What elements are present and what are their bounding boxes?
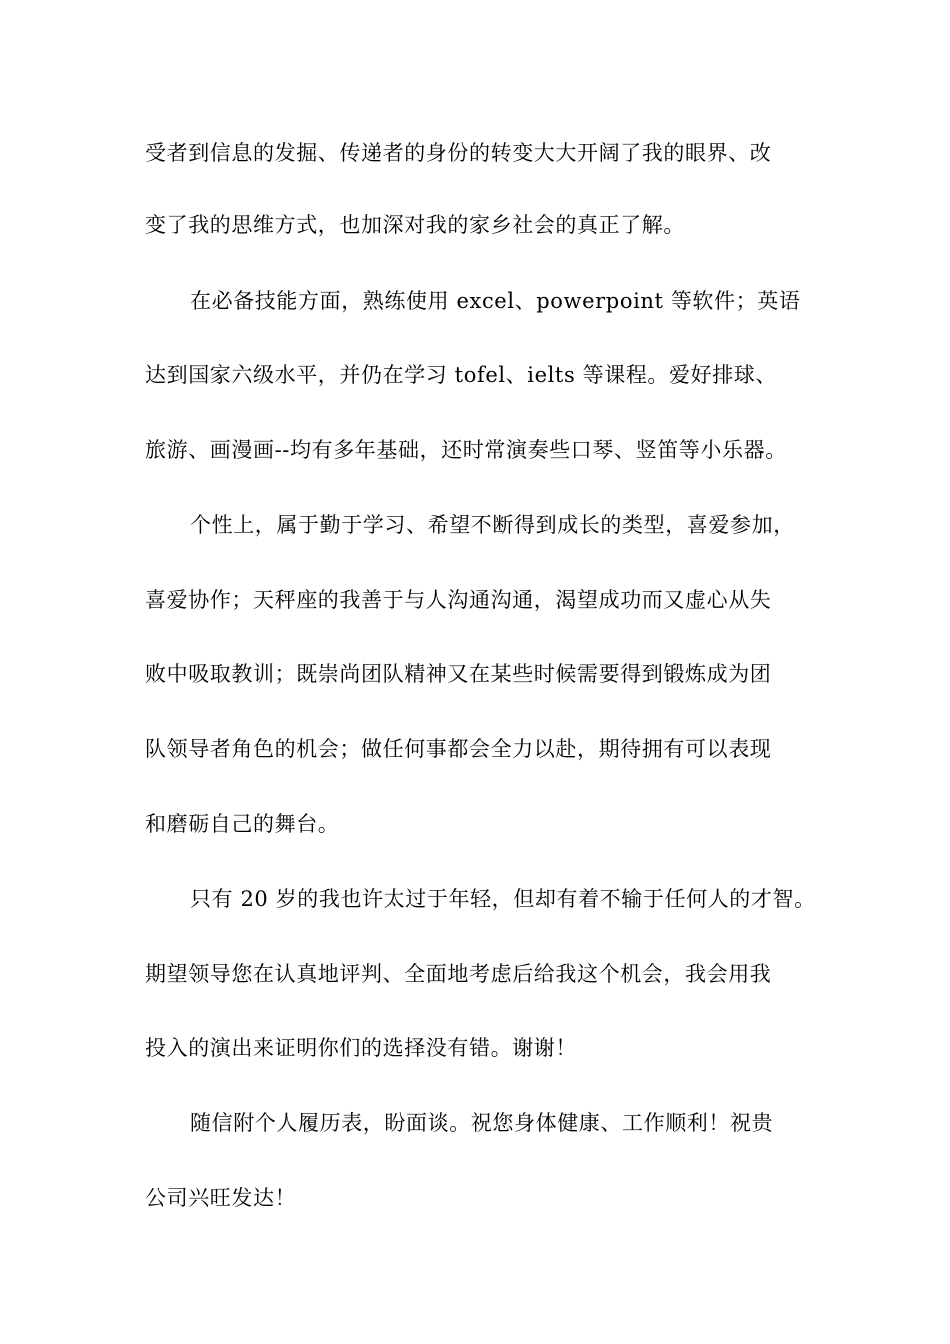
text-line: 变了我的思维方式，也加深对我的家乡社会的真正了解。 [145,213,685,237]
text-line: 期望领导您在认真地评判、全面地考虑后给我这个机会，我会用我 [145,962,772,986]
text-line: 公司兴旺发达！ [145,1186,297,1210]
text-line: 败中吸取教训；既崇尚团队精神又在某些时候需要得到锻炼成为团 [145,662,772,686]
text-line: 旅游、画漫画--均有多年基础，还时常演奏些口琴、竖笛等小乐器。 [145,438,787,462]
text-line: 和磨砺自己的舞台。 [145,812,340,836]
paragraph-start-line: 个性上，属于勤于学习、希望不断得到成长的类型，喜爱参加， [190,513,795,537]
text-line: 达到国家六级水平，并仍在学习 tofel、ielts 等课程。爱好排球、 [145,363,778,387]
paragraph-start-line: 随信附个人履历表，盼面谈。祝您身体健康、工作顺利！祝贵 [190,1111,774,1135]
text-line: 喜爱协作；天秤座的我善于与人沟通沟通，渴望成功而又虚心从失 [145,588,772,612]
text-line: 投入的演出来证明你们的选择没有错。谢谢！ [145,1036,577,1060]
paragraph-start-line: 只有 20 岁的我也许太过于年轻，但却有着不输于任何人的才智。 [190,887,816,911]
text-line: 队领导者角色的机会；做任何事都会全力以赴，期待拥有可以表现 [145,737,772,761]
paragraph-start-line: 在必备技能方面，熟练使用 excel、powerpoint 等软件；英语 [190,289,801,313]
text-line: 受者到信息的发掘、传递者的身份的转变大大开阔了我的眼界、改 [145,141,772,165]
